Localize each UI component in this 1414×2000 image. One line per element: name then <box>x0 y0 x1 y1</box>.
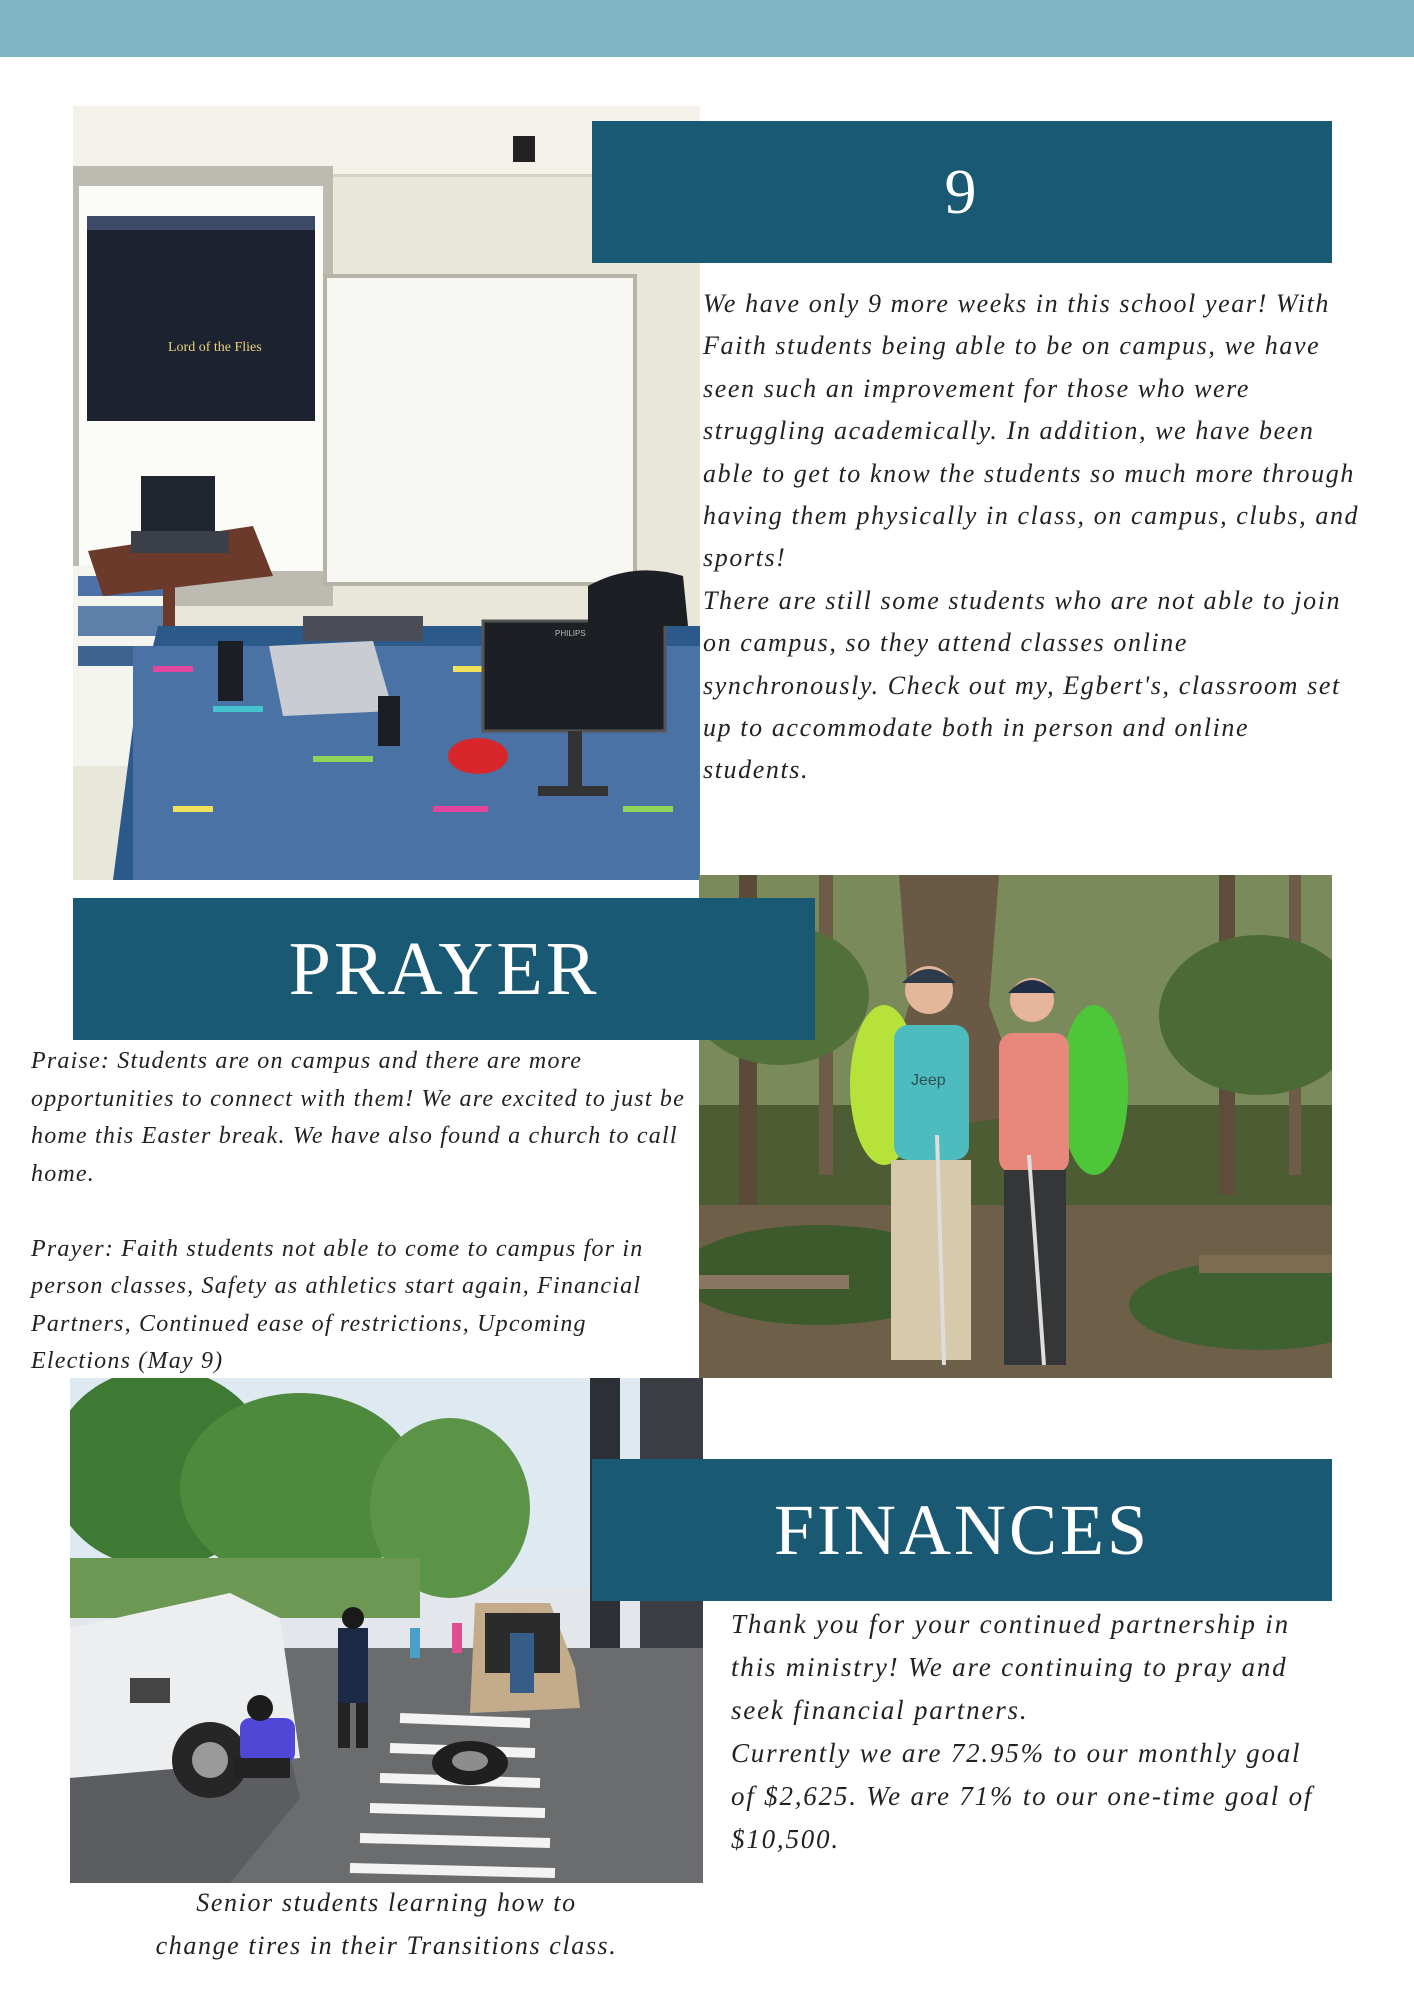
finances-heading: FINANCES <box>773 1489 1151 1570</box>
prayer-banner <box>73 898 815 1040</box>
tire-photo-caption <box>70 1881 703 1967</box>
monitor-brand-text: PHILIPS <box>555 629 586 638</box>
caption-line-1: Senior students learning how to <box>196 1888 577 1917</box>
prayer-text <box>31 1043 693 1381</box>
weeks-text <box>703 283 1363 792</box>
top-accent-bar <box>0 0 1414 57</box>
weeks-banner <box>592 121 1332 263</box>
finances-paragraph-2: Currently we are 72.95% to our monthly goal of $2,625. We are 71% to our one-time goal of $10,500. <box>731 1738 1314 1854</box>
weeks-paragraph-1: We have only 9 more weeks in this school year! With Faith students being able to be on campus, we have seen such an improvement for those who were struggling academically. In addition, we have been able to get to know the students so much more through having them physically in class, on campus, clubs, and sports! <box>703 289 1360 573</box>
weeks-heading: 9 <box>944 156 980 227</box>
finances-banner <box>592 1459 1332 1601</box>
caption-line-2: change tires in their Transitions class. <box>155 1931 618 1960</box>
praise-paragraph: Praise: Students are on campus and there are more opportunities to connect with them! We are excited to just be home this Easter break. We have also found a church to call home. <box>31 1048 685 1187</box>
finances-text <box>731 1603 1331 1861</box>
weeks-paragraph-2: There are still some students who are not able to join on campus, so they attend classes online synchronously. Check out my, Egbert's, classroom set up to accommodate both in person and online students. <box>703 585 1342 785</box>
prayer-heading: PRAYER <box>288 926 600 1011</box>
screen-title-text: Lord of the Flies <box>168 340 262 355</box>
tire-change-photo <box>70 1378 703 1883</box>
finances-paragraph-1: Thank you for your continued partnership in this ministry! We are continuing to pray and seek financial partners. <box>731 1609 1290 1725</box>
shirt-text: Jeep <box>911 1072 946 1089</box>
prayer-paragraph: Prayer: Faith students not able to come to campus for in person classes, Safety as athletics start again, Financial Partners, Continued ease of restrictions, Upcoming Elections (May 9) <box>31 1235 644 1374</box>
